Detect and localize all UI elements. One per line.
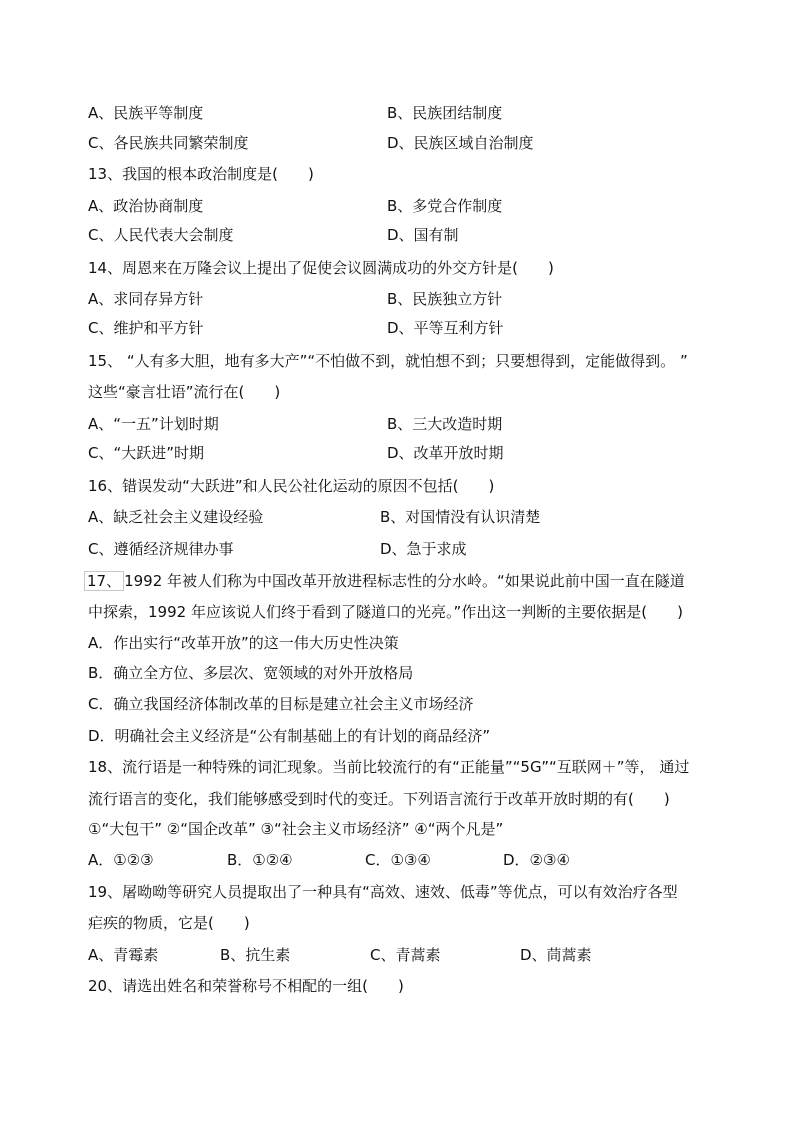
q13-stem: 13、我国的根本政治制度是( ) [88, 165, 314, 183]
q18-stem-line1: 18、流行语是一种特殊的词汇现象。当前比较流行的有“正能量”“5G”“互联网＋”等， 通过 [88, 758, 690, 776]
q13-option-c: C、人民代表大会制度 [88, 226, 234, 244]
q19-stem-line1: 19、屠呦呦等研究人员提取出了一种具有“高效、速效、低毒”等优点，可以有效治疗各型 [88, 883, 678, 901]
q17-stem-text: 1992 年被人们称为中国改革开放进程标志性的分水岭。“如果说此前中国一直在隧道 [124, 572, 685, 590]
q13-option-b: B、多党合作制度 [387, 197, 503, 215]
q16-stem: 16、错误发动“大跃进”和人民公社化运动的原因不包括( ) [88, 477, 495, 495]
q16-option-c: C、遵循经济规律办事 [88, 540, 234, 558]
q16-option-d: D、急于求成 [380, 540, 467, 558]
q18-stem-line2: 流行语言的变化，我们能够感受到时代的变迁。下列语言流行于改革开放时期的有( ) [88, 790, 670, 808]
q19-option-d: D、茼蒿素 [520, 946, 592, 964]
q14-option-d: D、平等互利方针 [387, 319, 504, 337]
q18-option-b: B．①②④ [227, 851, 293, 869]
q12-option-b: B、民族团结制度 [387, 104, 503, 122]
q16-option-b: B、对国情没有认识清楚 [380, 508, 541, 526]
q19-stem-line2: 疟疾的物质，它是( ) [88, 914, 250, 932]
q12-option-a: A、民族平等制度 [88, 104, 204, 122]
q15-option-c: C、“大跃进”时期 [88, 444, 205, 462]
q14-option-c: C、维护和平方针 [88, 319, 204, 337]
q17-option-c: C．确立我国经济体制改革的目标是建立社会主义市场经济 [88, 695, 474, 713]
q18-items: ①“大包干” ②“国企改革” ③“社会主义市场经济” ④“两个凡是” [88, 820, 504, 838]
q19-option-b: B、抗生素 [220, 946, 291, 964]
q20-stem: 20、请选出姓名和荣誉称号不相配的一组( ) [88, 977, 404, 995]
q16-option-a: A、缺乏社会主义建设经验 [88, 508, 264, 526]
q15-option-b: B、三大改造时期 [387, 415, 503, 433]
q18-option-d: D．②③④ [503, 851, 570, 869]
q13-option-d: D、国有制 [387, 226, 459, 244]
q17-option-a: A．作出实行“改革开放”的这一伟大历史性决策 [88, 634, 399, 652]
q17-stem-line2: 中探索，1992 年应该说人们终于看到了隧道口的光亮。”作出这一判断的主要依据是( ) [88, 603, 683, 621]
q14-option-a: A、求同存异方针 [88, 290, 204, 308]
q18-option-c: C．①③④ [365, 851, 431, 869]
q19-option-a: A、青霉素 [88, 946, 159, 964]
q12-option-c: C、各民族共同繁荣制度 [88, 134, 249, 152]
q15-stem-line2: 这些“豪言壮语”流行在( ) [88, 383, 281, 401]
q15-option-d: D、改革开放时期 [387, 444, 504, 462]
q19-option-c: C、青蒿素 [370, 946, 441, 964]
q15-option-a: A、“一五”计划时期 [88, 415, 219, 433]
q13-option-a: A、政治协商制度 [88, 197, 204, 215]
q18-option-a: A．①②③ [88, 851, 154, 869]
q14-option-b: B、民族独立方针 [387, 290, 503, 308]
q17-option-d: D．明确社会主义经济是“公有制基础上的有计划的商品经济” [88, 727, 491, 745]
q15-stem-line1: 15、 “人有多大胆，地有多大产”“不怕做不到，就怕想不到；只要想得到，定能做得到。 ” [88, 352, 688, 370]
q12-option-d: D、民族区域自治制度 [387, 134, 534, 152]
q17-number: 17、 [84, 571, 124, 591]
q14-stem: 14、周恩来在万隆会议上提出了促使会议圆满成功的外交方针是( ) [88, 259, 554, 277]
q17-option-b: B．确立全方位、多层次、宽领域的对外开放格局 [88, 664, 414, 682]
q17-stem-line1 [88, 571, 685, 591]
